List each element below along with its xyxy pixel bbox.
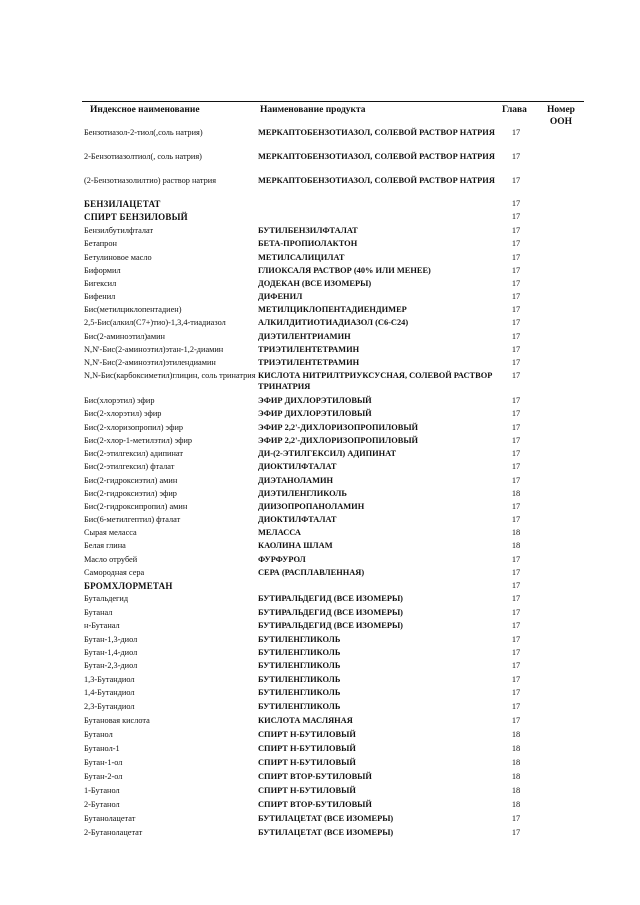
chapter-cell: 17 — [511, 675, 521, 684]
product-name-cell: БУТИРАЛЬДЕГИД (ВСЕ ИЗОМЕРЫ) — [258, 608, 403, 617]
chapter-cell: 17 — [511, 396, 521, 405]
index-name-cell: 2,5-Бис(алкил(C7+)тио)-1,3,4-тиадиазол — [84, 318, 226, 327]
product-name-cell: ФУРФУРОЛ — [258, 555, 306, 564]
product-name-cell: БУТИЛЕНГЛИКОЛЬ — [258, 661, 341, 670]
index-name-cell: Бутан-2-ол — [84, 772, 123, 781]
product-name-cell: ДИИЗОПРОПАНОЛАМИН — [258, 502, 365, 511]
index-name-cell: 1-Бутанол — [84, 786, 120, 795]
chapter-cell: 17 — [511, 515, 521, 524]
chapter-cell: 17 — [511, 152, 521, 161]
product-name-cell: ДОДЕКАН (ВСЕ ИЗОМЕРЫ) — [258, 279, 372, 288]
product-name-cell: БУТИЛЕНГЛИКОЛЬ — [258, 648, 341, 657]
index-name-cell: Бис(2-хлор-1-метилэтил) эфир — [84, 436, 193, 445]
product-name-cell: БУТИРАЛЬДЕГИД (ВСЕ ИЗОМЕРЫ) — [258, 621, 403, 630]
chapter-cell: 17 — [511, 332, 521, 341]
chapter-cell: 17 — [511, 266, 521, 275]
chapter-cell: 17 — [511, 305, 521, 314]
chapter-cell: 17 — [511, 423, 521, 432]
chapter-cell: 18 — [511, 772, 521, 781]
product-name-cell: ДИОКТИЛФТАЛАТ — [258, 462, 337, 471]
product-name-cell: ЭФИР 2,2'-ДИХЛОРИЗОПРОПИЛОВЫЙ — [258, 436, 419, 445]
chapter-cell: 17 — [511, 371, 521, 380]
index-name-cell: Биформил — [84, 266, 121, 275]
chapter-cell: 18 — [511, 489, 521, 498]
product-name-cell: СЕРА (РАСПЛАВЛЕННАЯ) — [258, 568, 365, 577]
product-name-cell: ЭФИР ДИХЛОРЭТИЛОВЫЙ — [258, 409, 372, 418]
index-name-cell: Бутан-1-ол — [84, 758, 123, 767]
header-chapter: Глава — [502, 105, 527, 115]
chapter-cell: 17 — [511, 292, 521, 301]
index-name-cell: Бетулиновое масло — [84, 253, 152, 262]
chapter-cell: 18 — [511, 744, 521, 753]
chapter-cell: 18 — [511, 786, 521, 795]
product-name-cell: СПИРТ ВТОР-БУТИЛОВЫЙ — [258, 772, 372, 781]
product-name-cell: МЕТИЛСАЛИЦИЛАТ — [258, 253, 345, 262]
index-name-cell: Бутанолацетат — [84, 814, 136, 823]
product-name-cell: МЕРКАПТОБЕНЗОТИАЗОЛ, СОЛЕВОЙ РАСТВОР НАТРИЯ — [258, 152, 495, 161]
index-name-cell: Бис(2-гидроксиэтил) амин — [84, 476, 178, 485]
chapter-cell: 17 — [511, 239, 521, 248]
chapter-cell: 17 — [511, 621, 521, 630]
chapter-cell: 18 — [511, 730, 521, 739]
index-name-cell: 1,4-Бутандиол — [84, 688, 135, 697]
product-name-cell: БУТИЛЕНГЛИКОЛЬ — [258, 635, 341, 644]
index-name-cell: 2,3-Бутандиол — [84, 702, 135, 711]
index-name-cell: (2-Бензотиазолилтио) раствор натрия — [84, 176, 217, 185]
chapter-cell: 17 — [511, 648, 521, 657]
index-name-cell: Бутановая кислота — [84, 716, 150, 725]
product-name-cell: БУТИЛЕНГЛИКОЛЬ — [258, 688, 341, 697]
product-name-cell: СПИРТ Н-БУТИЛОВЫЙ — [258, 744, 356, 753]
chapter-cell: 17 — [511, 176, 521, 185]
index-name-cell: Бифенил — [84, 292, 116, 301]
index-name-cell: Бутанол-1 — [84, 744, 120, 753]
chapter-cell: 17 — [511, 436, 521, 445]
index-name-cell: Бутанол — [84, 730, 113, 739]
index-name-cell: Бис(2-гидроксипропил) амин — [84, 502, 188, 511]
chapter-cell: 17 — [511, 318, 521, 327]
index-name-cell: 1,3-Бутандиол — [84, 675, 135, 684]
product-name-cell: ДИЭТАНОЛАМИН — [258, 476, 334, 485]
index-name-cell: Самородная сера — [84, 568, 145, 577]
index-name-cell: Белая глина — [84, 541, 126, 550]
product-name-cell: КАОЛИНА ШЛАМ — [258, 541, 333, 550]
product-name-cell: БЕТА-ПРОПИОЛАКТОН — [258, 239, 358, 248]
chapter-cell: 17 — [511, 814, 521, 823]
product-name-cell: МЕРКАПТОБЕНЗОТИАЗОЛ, СОЛЕВОЙ РАСТВОР НАТРИЯ — [258, 128, 495, 137]
chapter-cell: 17 — [511, 608, 521, 617]
product-name-cell: СПИРТ Н-БУТИЛОВЫЙ — [258, 786, 356, 795]
chapter-cell: 17 — [511, 688, 521, 697]
product-name-cell: БУТИЛАЦЕТАТ (ВСЕ ИЗОМЕРЫ) — [258, 814, 394, 823]
product-name-cell: ДИ-(2-ЭТИЛГЕКСИЛ) АДИПИНАТ — [258, 449, 397, 458]
index-name-cell: Бутан-2,3-диол — [84, 661, 138, 670]
index-name-cell: Бутан-1,3-диол — [84, 635, 138, 644]
chapter-cell: 17 — [511, 568, 521, 577]
product-name-cell: БУТИЛАЦЕТАТ (ВСЕ ИЗОМЕРЫ) — [258, 828, 394, 837]
index-name-cell: Бис(2-гидроксиэтил) эфир — [84, 489, 177, 498]
chapter-cell: 17 — [511, 253, 521, 262]
product-name-cell: ДИЭТИЛЕНТРИАМИН — [258, 332, 351, 341]
index-name-cell: Бутанал — [84, 608, 113, 617]
chapter-cell: 17 — [511, 212, 521, 221]
header-product-name: Наименование продукта — [260, 105, 366, 115]
product-name-cell: ЭФИР ДИХЛОРЭТИЛОВЫЙ — [258, 396, 372, 405]
product-name-cell: БУТИЛЕНГЛИКОЛЬ — [258, 675, 341, 684]
index-name-cell: Бис(хлорэтил) эфир — [84, 396, 155, 405]
chapter-cell: 18 — [511, 541, 521, 550]
index-name-cell: Масло отрубей — [84, 555, 138, 564]
index-name-cell: Бис(2-аминоэтил)амин — [84, 332, 165, 341]
product-name-cell: МЕЛАССА — [258, 528, 301, 537]
index-name-cell: Бис(2-этилгексил) фталат — [84, 462, 175, 471]
product-name-cell: ДИЭТИЛЕНГЛИКОЛЬ — [258, 489, 347, 498]
header-index-name: Индексное наименование — [90, 105, 200, 115]
index-name-cell: Бензотиазол-2-тиол(,соль натрия) — [84, 128, 203, 137]
product-name-cell: КИСЛОТА МАСЛЯНАЯ — [258, 716, 353, 725]
chapter-cell: 17 — [511, 702, 521, 711]
chapter-cell: 17 — [511, 226, 521, 235]
chapter-cell: 17 — [511, 476, 521, 485]
index-name-cell: Сырая меласса — [84, 528, 137, 537]
product-name-cell: БУТИЛБЕНЗИЛФТАЛАТ — [258, 226, 358, 235]
product-name-cell: ДИФЕНИЛ — [258, 292, 303, 301]
product-name-cell: АЛКИЛДИТИОТИАДИАЗОЛ (C6-C24) — [258, 318, 409, 327]
chapter-cell: 18 — [511, 758, 521, 767]
chapter-cell: 17 — [511, 828, 521, 837]
product-name-cell: МЕРКАПТОБЕНЗОТИАЗОЛ, СОЛЕВОЙ РАСТВОР НАТРИЯ — [258, 176, 495, 185]
product-name-cell: ТРИЭТИЛЕНТЕТРАМИН — [258, 345, 360, 354]
chapter-cell: 18 — [511, 528, 521, 537]
index-name-cell: N,N-Бис(карбоксиметил)глицин, соль тринатрия — [84, 371, 256, 380]
chapter-cell: 17 — [511, 581, 521, 590]
product-name-cell: СПИРТ ВТОР-БУТИЛОВЫЙ — [258, 800, 372, 809]
chapter-cell: 17 — [511, 358, 521, 367]
index-name-cell: Бигексил — [84, 279, 117, 288]
index-name-cell: Бис(2-этилгексил) адипинат — [84, 449, 183, 458]
index-name-cell: 2-Бутанолацетат — [84, 828, 143, 837]
index-name-cell: Бензилбутилфталат — [84, 226, 154, 235]
index-name-cell: 2-Бутанол — [84, 800, 120, 809]
product-name-cell: ТРИЭТИЛЕНТЕТРАМИН — [258, 358, 360, 367]
product-name-cell: ДИОКТИЛФТАЛАТ — [258, 515, 337, 524]
product-name-cell: КИСЛОТА НИТРИЛТРИУКСУСНАЯ, СОЛЕВОЙ РАСТВОР ТРИНАТРИЯ — [258, 371, 493, 391]
chapter-cell: 17 — [511, 128, 521, 137]
chapter-cell: 17 — [511, 279, 521, 288]
chapter-cell: 17 — [511, 409, 521, 418]
chapter-cell: 17 — [511, 345, 521, 354]
chapter-cell: 17 — [511, 555, 521, 564]
chapter-cell: 17 — [511, 635, 521, 644]
index-name-cell: Бис(6-метилгептил) фталат — [84, 515, 181, 524]
index-name-cell: N,N'-Бис(2-аминоэтил)этилендиамин — [84, 358, 216, 367]
index-name-cell: Бис(2-хлоризопропил) эфир — [84, 423, 184, 432]
index-name-cell: Бутальдегид — [84, 594, 129, 603]
index-name-cell: N,N'-Бис(2-аминоэтил)этан-1,2-диамин — [84, 345, 224, 354]
chapter-cell: 17 — [511, 199, 521, 208]
chapter-cell: 17 — [511, 502, 521, 511]
index-name-cell: Бис(2-хлорэтил) эфир — [84, 409, 162, 418]
header-un-number: Номер ООН — [547, 105, 575, 127]
chapter-cell: 17 — [511, 594, 521, 603]
index-name-cell: н-Бутанал — [84, 621, 120, 630]
product-name-cell: СПИРТ Н-БУТИЛОВЫЙ — [258, 758, 356, 767]
index-name-cell: Бис(метилциклопентадиен) — [84, 305, 182, 314]
index-name-cell: 2-Бензотиазолтиол(, соль натрия) — [84, 152, 202, 161]
chapter-cell: 17 — [511, 661, 521, 670]
product-name-cell: БУТИРАЛЬДЕГИД (ВСЕ ИЗОМЕРЫ) — [258, 594, 403, 603]
index-name-cell: Бутан-1,4-диол — [84, 648, 138, 657]
index-name-cell: БРОМХЛОРМЕТАН — [84, 581, 173, 591]
index-name-cell: Бетапрон — [84, 239, 117, 248]
chapter-cell: 17 — [511, 462, 521, 471]
product-name-cell: ЭФИР 2,2'-ДИХЛОРИЗОПРОПИЛОВЫЙ — [258, 423, 419, 432]
product-name-cell: ГЛИОКСАЛЯ РАСТВОР (40% ИЛИ МЕНЕЕ) — [258, 266, 431, 275]
index-name-cell: СПИРТ БЕНЗИЛОВЫЙ — [84, 212, 188, 222]
chapter-cell: 18 — [511, 800, 521, 809]
chapter-cell: 17 — [511, 449, 521, 458]
product-name-cell: СПИРТ Н-БУТИЛОВЫЙ — [258, 730, 356, 739]
product-name-cell: МЕТИЛЦИКЛОПЕНТАДИЕНДИМЕР — [258, 305, 407, 314]
product-name-cell: БУТИЛЕНГЛИКОЛЬ — [258, 702, 341, 711]
index-name-cell: БЕНЗИЛАЦЕТАТ — [84, 199, 161, 209]
chapter-cell: 17 — [511, 716, 521, 725]
